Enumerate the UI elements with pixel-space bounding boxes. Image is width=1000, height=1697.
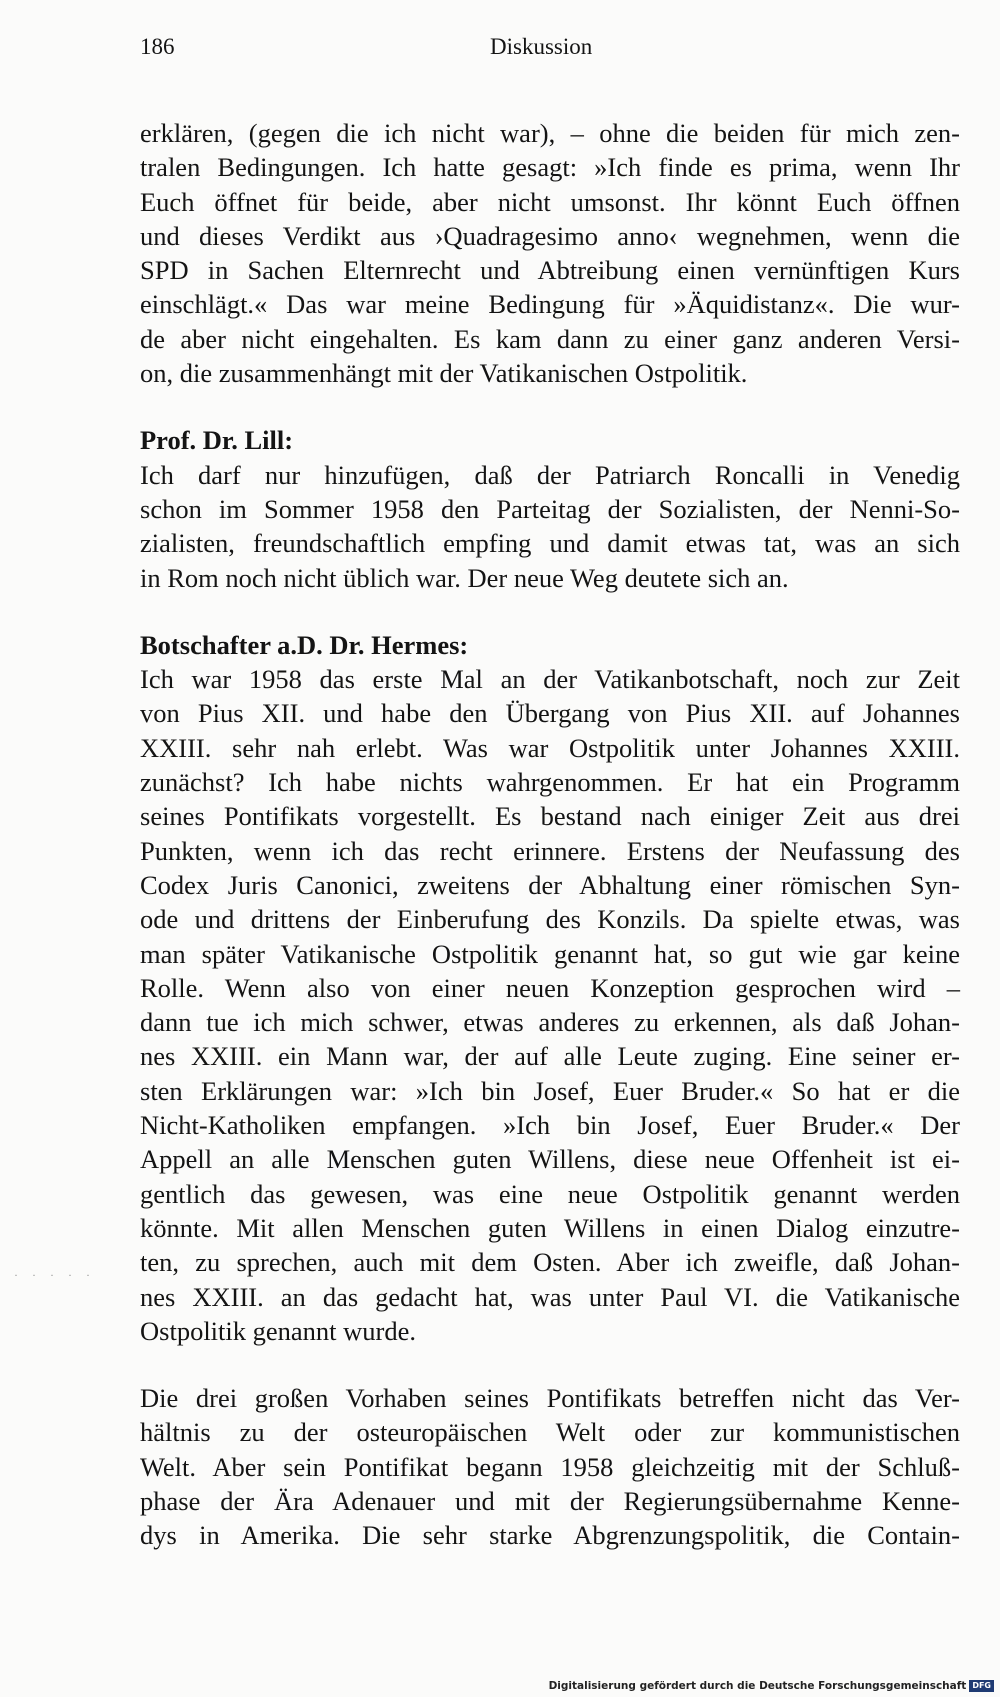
text-line: ten, zu sprechen, auch mit dem Osten. Aber ich zweifle, daß Johan-: [140, 1247, 960, 1278]
text-line: in Rom noch nicht üblich war. Der neue Weg deutete sich an.: [140, 562, 789, 593]
margin-marks: ·····: [14, 1268, 104, 1282]
text-line: Codex Juris Canonici, zweitens der Abhaltung einer römischen Syn-: [140, 869, 960, 900]
text-line: Ich war 1958 das erste Mal an der Vatikanbotschaft, noch zur Zeit: [140, 664, 960, 695]
running-title: Diskussion: [490, 34, 593, 59]
text-line: von Pius XII. und habe den Übergang von Pius XII. auf Johannes: [140, 698, 960, 729]
text-line: zialisten, freundschaftlich empfing und damit etwas tat, was an sich: [140, 528, 960, 559]
text-line: gentlich das gewesen, was eine neue Ostpolitik genannt werden: [140, 1178, 960, 1209]
text-line: dys in Amerika. Die sehr starke Abgrenzungspolitik, die Contain-: [140, 1520, 960, 1551]
body-text: [140, 116, 960, 1553]
speaker-block: [140, 628, 960, 1348]
speaker-name: Prof. Dr. Lill:: [140, 425, 294, 456]
text-line: und dieses Verdikt aus ›Quadragesimo anno‹ wegnehmen, wenn die: [140, 220, 960, 251]
text-line: dann tue ich mich schwer, etwas anderes zu erkennen, als daß Johan-: [140, 1007, 960, 1038]
text-line: SPD in Sachen Elternrecht und Abtreibung einen vernünftigen Kurs: [140, 255, 960, 286]
text-line: XXIII. sehr nah erlebt. Was war Ostpolitik unter Johannes XXIII.: [140, 732, 960, 763]
text-line: phase der Ära Adenauer und mit der Regierungsübernahme Kenne-: [140, 1485, 960, 1516]
text-line: Nicht-Katholiken empfangen. »Ich bin Josef, Euer Bruder.« Der: [140, 1110, 960, 1141]
page-number: 186: [140, 34, 175, 59]
text-line: Appell an alle Menschen guten Willens, diese neue Offenheit ist ei-: [140, 1144, 960, 1175]
block-gap: [140, 1348, 960, 1381]
text-line: Die drei großen Vorhaben seines Pontifikats betreffen nicht das Ver-: [140, 1383, 960, 1414]
text-line: einschlägt.« Das war meine Bedingung für »Äquidistanz«. Die wur-: [140, 289, 960, 320]
text-line: könnte. Mit allen Menschen guten Willens in einen Dialog einzutre-: [140, 1212, 960, 1243]
text-line: ode und drittens der Einberufung des Konzils. Da spielte etwas, was: [140, 904, 960, 935]
paragraph: [140, 1381, 960, 1552]
text-line: nes XXIII. an das gedacht hat, was unter Paul VI. die Vatikanische: [140, 1281, 960, 1312]
text-line: Welt. Aber sein Pontifikat begann 1958 gleichzeitig mit der Schluß-: [140, 1451, 960, 1482]
text-line: tralen Bedingungen. Ich hatte gesagt: »Ich finde es prima, wenn Ihr: [140, 152, 960, 183]
text-line: sten Erklärungen war: »Ich bin Josef, Euer Bruder.« So hat er die: [140, 1075, 960, 1106]
text-line: Rolle. Wenn also von einer neuen Konzeption gesprochen wird –: [140, 972, 960, 1003]
text-line: man später Vatikanische Ostpolitik genannt hat, so gut wie gar keine: [140, 938, 960, 969]
credit-text: Digitalisierung gefördert durch die Deutsche Forschungsgemeinschaft: [548, 1680, 967, 1692]
block-gap: [140, 390, 960, 423]
text-line: nes XXIII. ein Mann war, der auf alle Leute zuging. Eine seiner er-: [140, 1041, 960, 1072]
text-line: Punkten, wenn ich das recht erinnere. Erstens der Neufassung des: [140, 835, 960, 866]
text-line: erklären, (gegen die ich nicht war), – ohne die beiden für mich zen-: [140, 118, 960, 148]
text-line: on, die zusammenhängt mit der Vatikanischen Ostpolitik.: [140, 358, 748, 389]
text-line: zunächst? Ich habe nichts wahrgenommen. Er hat ein Programm: [140, 767, 960, 798]
text-line: Ostpolitik genannt wurde.: [140, 1315, 416, 1346]
text-line: de aber nicht eingehalten. Es kam dann zu einer ganz anderen Versi-: [140, 323, 960, 354]
text-line: Ich darf nur hinzufügen, daß der Patriarch Roncalli in Venedig: [140, 459, 960, 490]
dfg-logo: DFG: [969, 1680, 994, 1692]
text-line: seines Pontifikats vorgestellt. Es bestand nach einiger Zeit aus drei: [140, 801, 960, 832]
block-gap: [140, 595, 960, 628]
paragraph: [140, 116, 960, 390]
running-header: [140, 34, 960, 70]
text-line: schon im Sommer 1958 den Parteitag der Sozialisten, der Nenni-So-: [140, 493, 960, 524]
digitization-credit: [549, 1680, 994, 1692]
speaker-name: Botschafter a.D. Dr. Hermes:: [140, 629, 469, 660]
text-line: hältnis zu der osteuropäischen Welt oder zur kommunistischen: [140, 1417, 960, 1448]
text-line: Euch öffnet für beide, aber nicht umsonst. Ihr könnt Euch öffnen: [140, 186, 960, 217]
speaker-block: [140, 423, 960, 594]
